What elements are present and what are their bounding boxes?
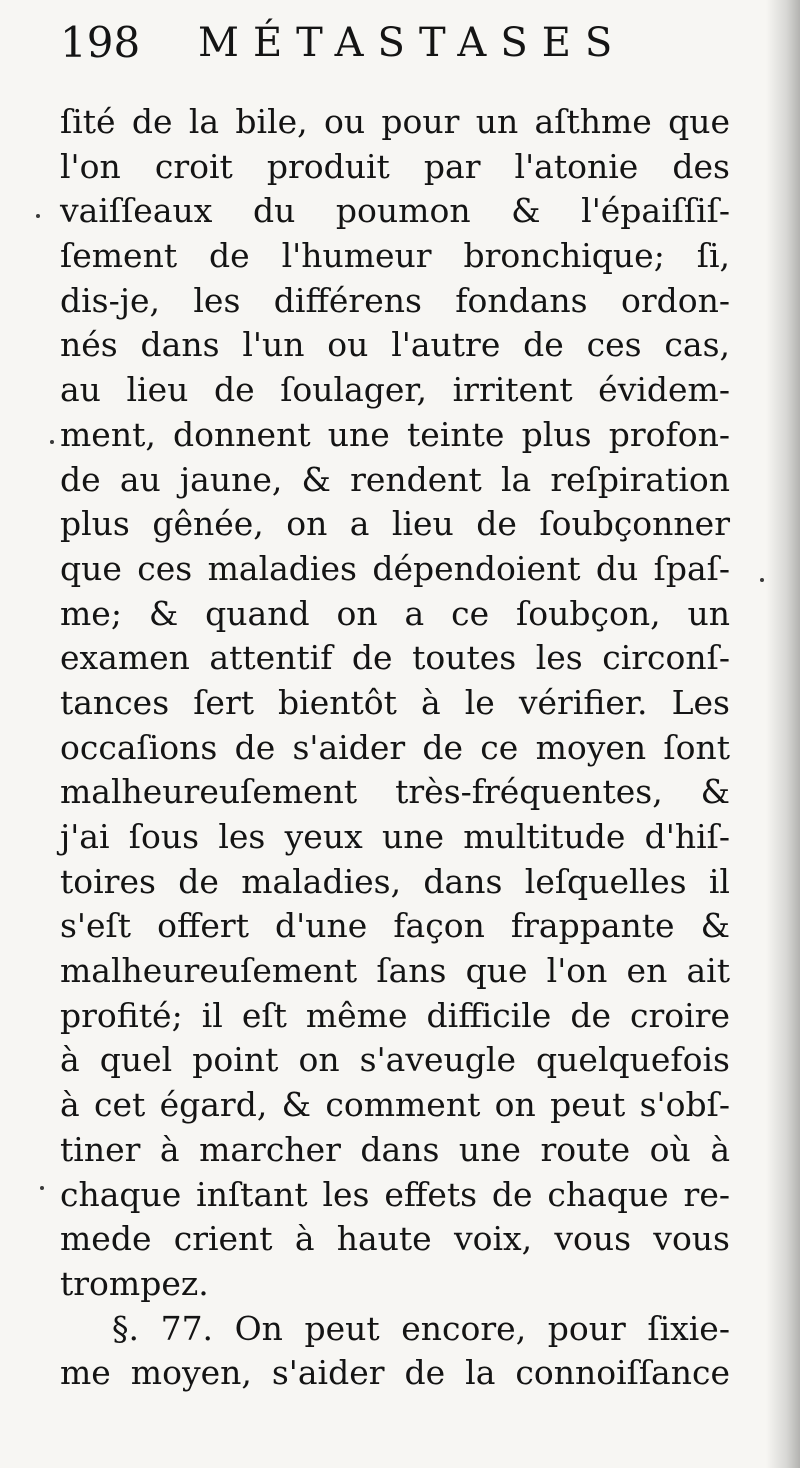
text-line: à quel point on s'aveugle quelquefois <box>60 1040 730 1080</box>
text-line: de au jaune, & rendent la reſpiration <box>60 459 730 499</box>
text-line: toires de maladies, dans leſquelles il <box>60 861 730 901</box>
text-line: s'eſt offert d'une façon frappante & <box>60 906 730 946</box>
text-line: plus gênée, on a lieu de ſoubçonner <box>60 504 730 544</box>
ink-speck <box>36 214 40 218</box>
text-line: à cet égard, & comment on peut s'obſ- <box>60 1085 730 1125</box>
text-line: j'ai ſous les yeux une multitude d'hiſ- <box>60 817 730 856</box>
section-start-line: §. 77. On peut encore, pour ſixie- <box>112 1308 730 1348</box>
body-text <box>60 100 730 1396</box>
text-line: vaiſſeaux du poumon & l'épaiſſiſ- <box>60 191 730 231</box>
text-line: mede crient à haute voix, vous vous <box>60 1219 730 1259</box>
running-head: MÉTASTASES <box>198 20 627 66</box>
text-line: nés dans l'un ou l'autre de ces cas, <box>60 325 730 365</box>
text-line: occaſions de s'aider de ce moyen ſont <box>60 727 730 767</box>
ink-speck <box>50 440 54 444</box>
text-line: ſité de la bile, ou pour un aſthme que <box>60 102 730 141</box>
text-line: malheureuſement ſans que l'on en ait <box>60 951 730 991</box>
text-line: ſement de l'humeur bronchique; ſi, <box>60 236 730 276</box>
text-line: chaque inſtant les effets de chaque re- <box>60 1174 730 1214</box>
text-line: tances ſert bientôt à le vérifier. Les <box>60 682 730 722</box>
text-line: que ces maladies dépendoient du ſpaſ- <box>60 548 730 588</box>
text-line: me moyen, s'aider de la connoiſſance <box>60 1353 730 1393</box>
page-number: 198 <box>60 18 141 67</box>
text-line: tiner à marcher dans une route où à <box>60 1129 730 1169</box>
ink-speck <box>40 1186 44 1190</box>
text-line: profité; il eſt même difficile de croire <box>60 995 730 1035</box>
text-line: ment, donnent une teinte plus profon- <box>60 414 730 454</box>
paragraph-end-line: trompez. <box>60 1263 209 1303</box>
text-line: l'on croit produit par l'atonie des <box>60 146 730 186</box>
ink-speck <box>760 578 764 582</box>
text-line: au lieu de ſoulager, irritent évidem- <box>60 370 730 410</box>
text-line: dis-je, les différens fondans ordon- <box>60 280 730 320</box>
text-line: malheureuſement très-fréquentes, & <box>60 772 730 812</box>
page-header <box>60 8 740 78</box>
text-line: examen attentif de toutes les circonſ- <box>60 638 730 678</box>
page-gutter-shadow <box>766 0 800 1468</box>
text-line: me; & quand on a ce ſoubçon, un <box>60 593 730 633</box>
